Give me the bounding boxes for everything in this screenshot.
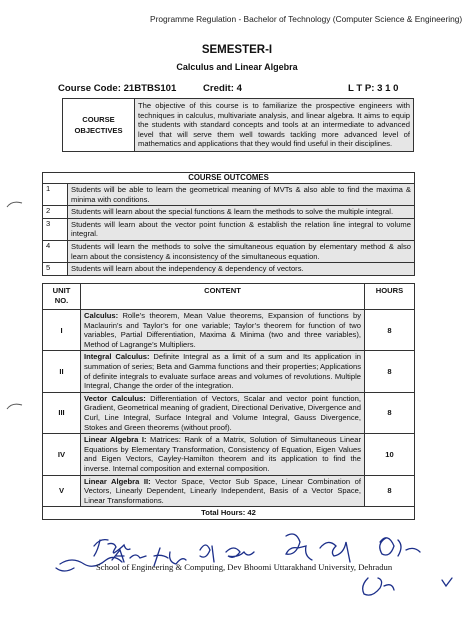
outcome-text: Students will learn the methods to solve the simultaneous equation by elementary method & also learn about the consistency & inconsistency of the simultaneous equation.: [68, 240, 415, 262]
unit-topic-title: Linear Algebra II:: [84, 476, 151, 486]
total-row: [43, 507, 415, 520]
outcome-text: Students will learn about the vector point function & establish the relation line integral to volume integral.: [68, 218, 415, 240]
objectives-label-line2: OBJECTIVES: [74, 125, 123, 135]
outcome-row: [43, 240, 415, 262]
outcome-row: [43, 206, 415, 219]
unit-topic-text: Matrices: Rank of a Matrix, Solution of Simultaneous Linear Equations by Elementary Transformation, Consistency of Equation, Eigen Values and Eigen Vectors, Cayley-Hamilton theorem and its application to find the inverse. Internal composition and external composition.: [84, 435, 362, 473]
unit-topic-title: Vector Calculus:: [84, 393, 146, 403]
unit-content: [81, 310, 365, 351]
units-header-row: [43, 284, 415, 310]
margin-tick-mark: [6, 400, 24, 414]
outcomes-title: COURSE OUTCOMES: [43, 173, 415, 184]
institution-footer: School of Engineering & Computing, Dev Bhoomi Uttarakhand University, Dehradun: [96, 562, 393, 572]
outcome-number: 2: [43, 206, 68, 219]
course-code: Course Code: 21BTBS101: [58, 83, 177, 94]
unit-number: II: [43, 351, 81, 392]
objectives-text: The objective of this course is to familiarize the prospective engineers with techniques in calculus, multivariate analysis, and linear algebra. It aims to equip the students with standard concepts and tools at an intermediate to advanced level that will serve them well towards tackling more advanced level of mathematics and applications that they would find useful in their disciplines.: [135, 99, 414, 152]
margin-tick-mark: [6, 198, 24, 212]
unit-header-line1: UNIT: [52, 286, 71, 295]
unit-number: V: [43, 475, 81, 507]
objectives-label-line1: COURSE: [82, 114, 115, 124]
unit-content: [81, 351, 365, 392]
unit-topic-text: Vector Space, Vector Sub Space, Linear Combination of Vectors, Linearly Dependent, Linearly Independent, Basis of a Vector Space, Linear Transformations.: [84, 476, 361, 505]
unit-row: [43, 434, 415, 475]
unit-topic-text: Differentiation of Vectors, Scalar and vector point function, Gradient, Geometrical meaning of gradient, Directional Derivative, Divergence and Curl, Line Integral, Surface Integral and Volume Integral, Gauss Divergence, Stokes and Green theorems (without proof).: [84, 393, 361, 432]
course-outcomes-table: [42, 172, 415, 276]
outcome-text: Students will be able to learn the geometrical meaning of MVTs & also able to find the maxima & minima with conditions.: [68, 184, 415, 206]
unit-hours: 8: [365, 310, 415, 351]
unit-topic-text: Definite Integral as a limit of a sum and Its application in summation of series; Beta and Gamma functions and their properties; Applications of definite integrals to evaluate surface areas and volumes of revolutions. Multiple Integral, Change the order of the integration.: [84, 352, 361, 391]
unit-row: [43, 310, 415, 351]
course-credit: Credit: 4: [203, 83, 242, 94]
unit-content: [81, 392, 365, 433]
unit-hours: 10: [365, 434, 415, 475]
unit-topic-title: Calculus:: [84, 311, 119, 320]
course-objectives-table: [62, 98, 414, 152]
unit-topic-title: Linear Algebra I:: [84, 435, 147, 445]
total-hours: Total Hours: 42: [43, 507, 415, 520]
outcome-row: [43, 184, 415, 206]
unit-content: [81, 434, 365, 475]
outcome-number: 3: [43, 218, 68, 240]
unit-topic-text: Rolle’s theorem, Mean Value theorems, Expansion of functions by Maclaurin’s and Taylor’s for one variable; Taylor’s theorem for function of two variables, Partial Differentiation, Maxima & Minima (two and three variables), Method of Lagrange’s Multipliers.: [84, 311, 361, 349]
objectives-label: [63, 99, 135, 152]
subject-title: Calculus and Linear Algebra: [176, 62, 298, 72]
units-table: [42, 283, 415, 520]
content-header: CONTENT: [81, 284, 365, 310]
unit-number: III: [43, 392, 81, 433]
outcome-text: Students will learn about the special functions & learn the methods to solve the multiple integral.: [68, 206, 415, 219]
outcome-number: 1: [43, 184, 68, 206]
outcome-number: 5: [43, 263, 68, 276]
hours-header: HOURS: [365, 284, 415, 310]
unit-no-header: [43, 284, 81, 310]
programme-regulation-header: Programme Regulation - Bachelor of Technology (Computer Science & Engineering): [150, 14, 463, 24]
unit-number: IV: [43, 434, 81, 475]
unit-hours: 8: [365, 475, 415, 507]
unit-hours: 8: [365, 351, 415, 392]
unit-header-line2: NO.: [54, 295, 69, 305]
course-ltp: L T P: 3 1 0: [348, 83, 399, 94]
outcome-row: [43, 218, 415, 240]
unit-row: [43, 475, 415, 507]
unit-number: I: [43, 310, 81, 351]
unit-content: [81, 475, 365, 507]
semester-title: SEMESTER-I: [201, 44, 273, 56]
outcome-number: 4: [43, 240, 68, 262]
outcome-row: [43, 263, 415, 276]
unit-row: [43, 351, 415, 392]
unit-row: [43, 392, 415, 433]
unit-topic-title: Integral Calculus:: [84, 352, 150, 362]
unit-hours: 8: [365, 392, 415, 433]
outcome-text: Students will learn about the independency & dependency of vectors.: [68, 263, 415, 276]
